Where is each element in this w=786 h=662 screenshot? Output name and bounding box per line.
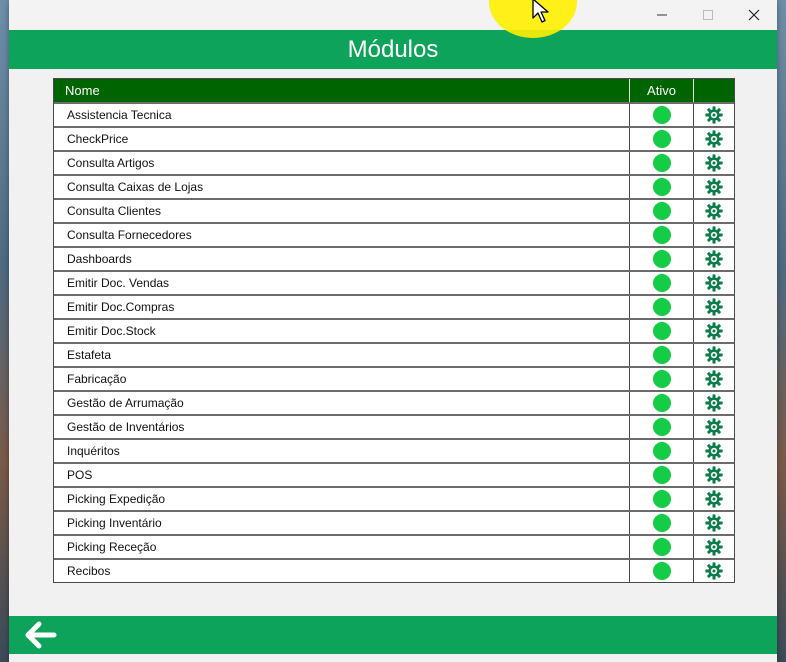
- table-row[interactable]: [54, 414, 734, 438]
- config-cell: [694, 272, 734, 294]
- active-cell: [630, 296, 694, 318]
- column-header-config: [694, 79, 734, 102]
- minimize-icon: [656, 9, 668, 21]
- gear-icon[interactable]: [705, 274, 723, 292]
- minimize-button[interactable]: [639, 0, 685, 30]
- active-cell: [630, 416, 694, 438]
- gear-icon[interactable]: [705, 562, 723, 580]
- column-header-active: Ativo: [630, 79, 694, 102]
- active-cell: [630, 176, 694, 198]
- module-name: CheckPrice: [54, 128, 630, 150]
- active-cell: [630, 488, 694, 510]
- config-cell: [694, 488, 734, 510]
- table-row[interactable]: [54, 558, 734, 582]
- module-name: Picking Expedição: [54, 488, 630, 510]
- module-name: Consulta Artigos: [54, 152, 630, 174]
- active-status-icon: [653, 106, 671, 124]
- table-row[interactable]: [54, 246, 734, 270]
- gear-icon[interactable]: [705, 298, 723, 316]
- gear-icon[interactable]: [705, 394, 723, 412]
- active-status-icon: [653, 298, 671, 316]
- table-row[interactable]: [54, 510, 734, 534]
- config-cell: [694, 416, 734, 438]
- module-name: Consulta Clientes: [54, 200, 630, 222]
- page-header: [9, 30, 777, 69]
- table-row[interactable]: [54, 318, 734, 342]
- gear-icon[interactable]: [705, 322, 723, 340]
- active-cell: [630, 440, 694, 462]
- config-cell: [694, 344, 734, 366]
- active-status-icon: [653, 154, 671, 172]
- module-name: Assistencia Tecnica: [54, 104, 630, 126]
- table-row[interactable]: [54, 174, 734, 198]
- gear-icon[interactable]: [705, 514, 723, 532]
- gear-icon[interactable]: [705, 490, 723, 508]
- active-cell: [630, 392, 694, 414]
- maximize-icon: [702, 9, 714, 21]
- active-cell: [630, 344, 694, 366]
- active-cell: [630, 464, 694, 486]
- module-name: Inquéritos: [54, 440, 630, 462]
- table-row[interactable]: [54, 438, 734, 462]
- gear-icon[interactable]: [705, 538, 723, 556]
- module-name: Consulta Caixas de Lojas: [54, 176, 630, 198]
- config-cell: [694, 152, 734, 174]
- page-title: Módulos: [347, 35, 439, 63]
- module-name: Dashboards: [54, 248, 630, 270]
- module-name: Emitir Doc. Vendas: [54, 272, 630, 294]
- table-header: [54, 79, 734, 102]
- config-cell: [694, 224, 734, 246]
- config-cell: [694, 368, 734, 390]
- gear-icon[interactable]: [705, 250, 723, 268]
- gear-icon[interactable]: [705, 466, 723, 484]
- gear-icon[interactable]: [705, 106, 723, 124]
- table-row[interactable]: [54, 150, 734, 174]
- active-status-icon: [653, 394, 671, 412]
- config-cell: [694, 440, 734, 462]
- gear-icon[interactable]: [705, 178, 723, 196]
- active-status-icon: [653, 130, 671, 148]
- table-row[interactable]: [54, 486, 734, 510]
- config-cell: [694, 176, 734, 198]
- config-cell: [694, 536, 734, 558]
- module-name: Picking Inventário: [54, 512, 630, 534]
- module-name: Emitir Doc.Compras: [54, 296, 630, 318]
- active-status-icon: [653, 418, 671, 436]
- module-name: Gestão de Arrumação: [54, 392, 630, 414]
- active-status-icon: [653, 226, 671, 244]
- close-icon: [748, 9, 760, 21]
- active-cell: [630, 128, 694, 150]
- back-button[interactable]: [23, 620, 57, 650]
- active-cell: [630, 536, 694, 558]
- table-row[interactable]: [54, 126, 734, 150]
- maximize-button[interactable]: [685, 0, 731, 30]
- config-cell: [694, 560, 734, 582]
- active-status-icon: [653, 514, 671, 532]
- gear-icon[interactable]: [705, 226, 723, 244]
- active-status-icon: [653, 466, 671, 484]
- active-cell: [630, 320, 694, 342]
- module-name: Recibos: [54, 560, 630, 582]
- module-name: Consulta Fornecedores: [54, 224, 630, 246]
- back-arrow-icon: [23, 620, 57, 650]
- module-name: POS: [54, 464, 630, 486]
- table-row[interactable]: [54, 222, 734, 246]
- active-status-icon: [653, 250, 671, 268]
- active-status-icon: [653, 274, 671, 292]
- active-status-icon: [653, 370, 671, 388]
- gear-icon[interactable]: [705, 130, 723, 148]
- table-row[interactable]: [54, 294, 734, 318]
- config-cell: [694, 200, 734, 222]
- config-cell: [694, 464, 734, 486]
- active-status-icon: [653, 202, 671, 220]
- table-body: [54, 102, 734, 582]
- config-cell: [694, 296, 734, 318]
- active-cell: [630, 224, 694, 246]
- gear-icon[interactable]: [705, 418, 723, 436]
- app-window: [9, 0, 777, 662]
- active-cell: [630, 104, 694, 126]
- module-name: Emitir Doc.Stock: [54, 320, 630, 342]
- modules-table: [53, 78, 735, 583]
- module-name: Fabricação: [54, 368, 630, 390]
- active-cell: [630, 368, 694, 390]
- column-header-name: Nome: [54, 79, 630, 102]
- module-name: Gestão de Inventários: [54, 416, 630, 438]
- config-cell: [694, 392, 734, 414]
- table-row[interactable]: [54, 198, 734, 222]
- table-row[interactable]: [54, 390, 734, 414]
- active-status-icon: [653, 442, 671, 460]
- module-name: Estafeta: [54, 344, 630, 366]
- footer-bar: [9, 616, 777, 654]
- active-cell: [630, 248, 694, 270]
- table-row[interactable]: [54, 462, 734, 486]
- active-status-icon: [653, 538, 671, 556]
- module-name: Picking Receção: [54, 536, 630, 558]
- table-row[interactable]: [54, 342, 734, 366]
- active-status-icon: [653, 490, 671, 508]
- active-cell: [630, 200, 694, 222]
- active-cell: [630, 512, 694, 534]
- table-row[interactable]: [54, 102, 734, 126]
- active-cell: [630, 272, 694, 294]
- config-cell: [694, 104, 734, 126]
- config-cell: [694, 320, 734, 342]
- active-cell: [630, 560, 694, 582]
- active-status-icon: [653, 322, 671, 340]
- active-status-icon: [653, 562, 671, 580]
- table-row[interactable]: [54, 366, 734, 390]
- gear-icon[interactable]: [705, 370, 723, 388]
- gear-icon[interactable]: [705, 154, 723, 172]
- table-row[interactable]: [54, 270, 734, 294]
- title-bar: [9, 0, 777, 30]
- config-cell: [694, 512, 734, 534]
- active-cell: [630, 152, 694, 174]
- active-status-icon: [653, 178, 671, 196]
- active-status-icon: [653, 346, 671, 364]
- config-cell: [694, 128, 734, 150]
- table-row[interactable]: [54, 534, 734, 558]
- config-cell: [694, 248, 734, 270]
- gear-icon[interactable]: [705, 442, 723, 460]
- close-button[interactable]: [731, 0, 777, 30]
- gear-icon[interactable]: [705, 202, 723, 220]
- gear-icon[interactable]: [705, 346, 723, 364]
